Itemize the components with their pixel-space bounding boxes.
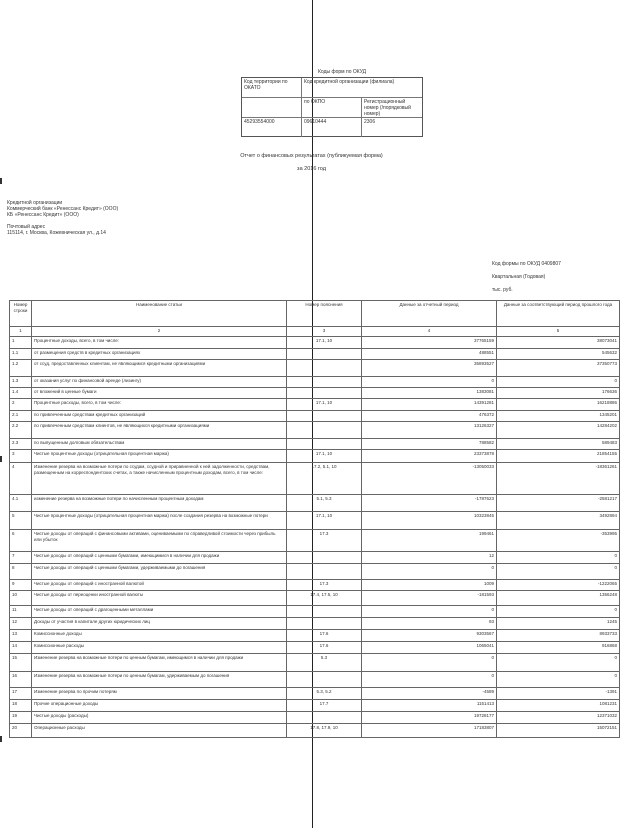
report-title: Отчет о финансовых результатах (публикуемая форма): [240, 153, 383, 159]
row-num-cell: 10: [10, 591, 32, 606]
row-name-cell: Комиссионные расходы: [32, 642, 287, 654]
row-num-cell: 2.1: [10, 411, 32, 422]
row-name-cell: Операционные расходы: [32, 724, 287, 738]
row-note-cell: [287, 377, 362, 388]
row-name-cell: Изменение резерва на возможные потери по ценным бумагам, имеющимся в наличии для продажи: [32, 654, 287, 672]
row-note-cell: 5.1, 5.3: [287, 495, 362, 512]
row-num-cell: 2: [10, 399, 32, 411]
org-address: 115114, г. Москва, Кожевническая ул., д.14: [7, 230, 106, 236]
row-previous-cell: 0: [497, 377, 620, 388]
row-num-cell: 13: [10, 630, 32, 642]
codes-values-row: [242, 118, 422, 137]
row-previous-cell: 3492894: [497, 512, 620, 530]
table-row: [10, 422, 620, 439]
col-header-name: Наименование статьи: [32, 301, 287, 327]
table-row: [10, 688, 620, 700]
row-name-cell: Комиссионные доходы: [32, 630, 287, 642]
col-number: 4: [362, 327, 497, 337]
credit-org-header: Код кредитной организации (филиала): [304, 79, 395, 85]
row-note-cell: 17.7: [287, 700, 362, 712]
table-row: [10, 399, 620, 411]
okpo-header: по ОКПО: [302, 98, 362, 117]
row-current-cell: 35893527: [362, 360, 497, 377]
row-note-cell: 17.3: [287, 580, 362, 591]
row-num-cell: 3: [10, 450, 32, 463]
row-note-cell: [287, 422, 362, 439]
row-previous-cell: 37350773: [497, 360, 620, 377]
row-previous-cell: -18361261: [497, 463, 620, 495]
row-num-cell: 12: [10, 618, 32, 630]
org-name-line2: КБ «Ренессанс Кредит» (ООО): [7, 212, 79, 218]
table-row: [10, 606, 620, 618]
codes-subheader-row: [242, 98, 422, 118]
row-current-cell: 1383081: [362, 388, 497, 399]
row-name-cell: от ссуд, предоставленных клиентам, не являющимся кредитными организациями: [32, 360, 287, 377]
reg-value: 2306: [364, 119, 376, 125]
row-previous-cell: 15072151: [497, 724, 620, 738]
row-name-cell: Чистые процентные доходы (отрицательная процентная маржа): [32, 450, 287, 463]
table-row: [10, 700, 620, 712]
row-num-cell: 14: [10, 642, 32, 654]
row-name-cell: Чистые доходы от операций с ценными бумагами, удерживаемыми до погашения: [32, 564, 287, 580]
row-current-cell: 10323845: [362, 512, 497, 530]
row-previous-cell: 38073041: [497, 337, 620, 349]
row-note-cell: [287, 360, 362, 377]
row-name-cell: Изменение резерва по прочим потерям: [32, 688, 287, 700]
row-num-cell: 11: [10, 606, 32, 618]
row-note-cell: 17.3: [287, 530, 362, 552]
row-previous-cell: 0: [497, 672, 620, 688]
table-header-numbers-row: [10, 327, 620, 337]
row-note-cell: 17.8, 17.9, 10: [287, 724, 362, 738]
row-current-cell: 0: [362, 606, 497, 618]
row-current-cell: 12: [362, 552, 497, 564]
table-row: [10, 654, 620, 672]
form-code: Код формы по ОКУД 0409807: [492, 261, 561, 267]
codes-table: [241, 77, 423, 137]
financial-results-table: [9, 300, 620, 738]
row-note-cell: [287, 618, 362, 630]
table-row: [10, 630, 620, 642]
col-header-previous: Данные за соответствующий период прошлого года: [497, 301, 620, 327]
row-previous-cell: 589483: [497, 439, 620, 450]
table-row: [10, 564, 620, 580]
row-current-cell: 0: [362, 564, 497, 580]
row-previous-cell: -1391: [497, 688, 620, 700]
row-note-cell: [287, 552, 362, 564]
row-current-cell: 476372: [362, 411, 497, 422]
table-row: [10, 349, 620, 360]
margin-mark: [0, 736, 2, 742]
table-body: [10, 337, 620, 738]
row-current-cell: -181593: [362, 591, 497, 606]
table-header-row: [10, 301, 620, 327]
row-name-cell: по привлеченным средствам клиентов, не являющихся кредитными организациями: [32, 422, 287, 439]
row-previous-cell: 0: [497, 564, 620, 580]
row-current-cell: 14391281: [362, 399, 497, 411]
row-previous-cell: 12371032: [497, 712, 620, 724]
table-row: [10, 377, 620, 388]
row-name-cell: Чистые доходы от операций с иностранной валютой: [32, 580, 287, 591]
col-header-num: Номер строки: [10, 301, 32, 327]
row-previous-cell: 545632: [497, 349, 620, 360]
row-name-cell: Чистые доходы от операций с ценными бумагами, имеющимися в наличии для продажи: [32, 552, 287, 564]
reg-header: Регистрационный номер (/порядковый номер): [364, 99, 411, 117]
row-current-cell: 19728177: [362, 712, 497, 724]
row-current-cell: 0: [362, 377, 497, 388]
row-note-cell: [287, 672, 362, 688]
row-previous-cell: 176636: [497, 388, 620, 399]
row-current-cell: 1151413: [362, 700, 497, 712]
row-previous-cell: 0: [497, 654, 620, 672]
table-row: [10, 591, 620, 606]
codes-header-row: [242, 78, 422, 98]
row-name-cell: от размещения средств в кредитных организациях: [32, 349, 287, 360]
row-num-cell: 7: [10, 552, 32, 564]
okato-value: 45293554000: [242, 118, 302, 137]
row-note-cell: 17.1, 10: [287, 450, 362, 463]
row-num-cell: 17: [10, 688, 32, 700]
row-num-cell: 2.2: [10, 422, 32, 439]
row-name-cell: Чистые процентные доходы (отрицательная процентная маржа) после создания резерва на возможные потери: [32, 512, 287, 530]
row-num-cell: 1.3: [10, 377, 32, 388]
row-num-cell: 1: [10, 337, 32, 349]
row-previous-cell: -2581217: [497, 495, 620, 512]
row-previous-cell: 916868: [497, 642, 620, 654]
row-note-cell: [287, 439, 362, 450]
col-header-current: Данные за отчетный период: [362, 301, 497, 327]
okato-header: Код территории по ОКАТО: [242, 78, 302, 97]
row-current-cell: -1787623: [362, 495, 497, 512]
row-num-cell: 18: [10, 700, 32, 712]
okato-blank: [242, 98, 302, 117]
row-name-cell: от оказания услуг по финансовой аренде (лизингу): [32, 377, 287, 388]
row-note-cell: [287, 606, 362, 618]
report-date: за 2016 год: [297, 166, 326, 172]
table-row: [10, 439, 620, 450]
col-number: 5: [497, 327, 620, 337]
form-units: тыс. руб.: [492, 287, 513, 293]
row-name-cell: Чистые доходы от операций с финансовыми активами, оцениваемыми по справедливой стоимости через прибыль или убыток: [32, 530, 287, 552]
row-num-cell: 6: [10, 530, 32, 552]
col-header-note: Номер пояснения: [287, 301, 362, 327]
row-name-cell: по привлеченным средствам кредитных организаций: [32, 411, 287, 422]
row-name-cell: Прочие операционные доходы: [32, 700, 287, 712]
row-num-cell: 4.1: [10, 495, 32, 512]
row-name-cell: Чистые доходы (расходы): [32, 712, 287, 724]
row-name-cell: Изменение резерва на возможные потери по ценным бумагам, удерживаемым до погашения: [32, 672, 287, 688]
col-number: 1: [10, 327, 32, 337]
table-row: [10, 724, 620, 738]
row-current-cell: -13050033: [362, 463, 497, 495]
row-current-cell: 17183807: [362, 724, 497, 738]
row-note-cell: [287, 564, 362, 580]
row-previous-cell: 21854155: [497, 450, 620, 463]
row-current-cell: -4589: [362, 688, 497, 700]
org-name-line1: Коммерческий банк «Ренессанс Кредит» (ООО): [7, 206, 119, 212]
row-current-cell: 9303567: [362, 630, 497, 642]
table-row: [10, 712, 620, 724]
organization-block: [7, 200, 118, 236]
col-number: 2: [32, 327, 287, 337]
row-current-cell: 488551: [362, 349, 497, 360]
row-current-cell: 199461: [362, 530, 497, 552]
row-current-cell: 37765159: [362, 337, 497, 349]
row-num-cell: 4: [10, 463, 32, 495]
row-note-cell: [287, 349, 362, 360]
row-current-cell: 788582: [362, 439, 497, 450]
table-row: [10, 411, 620, 422]
row-note-cell: 17.1, 10: [287, 337, 362, 349]
margin-mark: [0, 456, 2, 462]
table-row: [10, 580, 620, 591]
row-name-cell: Изменение резерва на возможные потери по ссудам, ссудной и приравненной к ней задолженности, средствам, размещенным на корреспондентских счетах, а также начисленным процентным доходам, всего, в том числе:: [32, 463, 287, 495]
table-row: [10, 463, 620, 495]
table-row: [10, 530, 620, 552]
form-periodicity: Квартальная (Годовая): [492, 274, 546, 280]
row-previous-cell: -1222065: [497, 580, 620, 591]
row-current-cell: 23373878: [362, 450, 497, 463]
row-num-cell: 1.2: [10, 360, 32, 377]
row-previous-cell: 1081231: [497, 700, 620, 712]
row-name-cell: по выпущенным долговым обязательствам: [32, 439, 287, 450]
row-name-cell: Процентные расходы, всего, в том числе:: [32, 399, 287, 411]
form-info-block: [492, 258, 561, 297]
row-previous-cell: 1345201: [497, 411, 620, 422]
table-row: [10, 512, 620, 530]
row-note-cell: 5.3, 5.2: [287, 688, 362, 700]
row-note-cell: [287, 411, 362, 422]
table-row: [10, 450, 620, 463]
table-row: [10, 360, 620, 377]
row-note-cell: 17.1, 10: [287, 512, 362, 530]
row-name-cell: Чистые доходы от операций с драгоценными металлами: [32, 606, 287, 618]
table-row: [10, 337, 620, 349]
row-current-cell: 93: [362, 618, 497, 630]
margin-mark: [0, 178, 2, 184]
table-row: [10, 552, 620, 564]
row-note-cell: [287, 712, 362, 724]
row-previous-cell: 1356248: [497, 591, 620, 606]
row-note-cell: 5.3: [287, 654, 362, 672]
table-row: [10, 388, 620, 399]
row-num-cell: 2.3: [10, 439, 32, 450]
okpo-value: 09610444: [302, 118, 362, 137]
row-num-cell: 1.4: [10, 388, 32, 399]
row-num-cell: 16: [10, 672, 32, 688]
row-name-cell: изменение резерва на возможные потери по начисленным процентным доходам: [32, 495, 287, 512]
row-previous-cell: 14284202: [497, 422, 620, 439]
row-previous-cell: -353995: [497, 530, 620, 552]
row-note-cell: 17.6: [287, 642, 362, 654]
row-previous-cell: 0: [497, 606, 620, 618]
org-name-label: Кредитной организации: [7, 200, 63, 206]
row-num-cell: 1.1: [10, 349, 32, 360]
row-previous-cell: 16218886: [497, 399, 620, 411]
codes-block-title: Коды форм по ОКУД: [318, 69, 367, 75]
row-note-cell: 17.2, 5.1, 10: [287, 463, 362, 495]
row-previous-cell: 1245: [497, 618, 620, 630]
table-row: [10, 672, 620, 688]
row-num-cell: 8: [10, 564, 32, 580]
row-current-cell: 1009: [362, 580, 497, 591]
row-note-cell: 17.1, 10: [287, 399, 362, 411]
row-current-cell: 0: [362, 654, 497, 672]
row-name-cell: Чистые доходы от переоценки иностранной валюты: [32, 591, 287, 606]
row-previous-cell: 8933733: [497, 630, 620, 642]
table-row: [10, 495, 620, 512]
row-num-cell: 19: [10, 712, 32, 724]
row-name-cell: от вложений в ценные бумаги: [32, 388, 287, 399]
row-num-cell: 15: [10, 654, 32, 672]
row-note-cell: 17.4, 17.5, 10: [287, 591, 362, 606]
row-current-cell: 1065041: [362, 642, 497, 654]
row-current-cell: 13126327: [362, 422, 497, 439]
row-note-cell: 17.6: [287, 630, 362, 642]
table-row: [10, 642, 620, 654]
row-num-cell: 5: [10, 512, 32, 530]
row-num-cell: 9: [10, 580, 32, 591]
table-row: [10, 618, 620, 630]
row-note-cell: [287, 388, 362, 399]
org-address-label: Почтовый адрес: [7, 224, 46, 230]
row-name-cell: Процентные доходы, всего, в том числе:: [32, 337, 287, 349]
row-num-cell: 20: [10, 724, 32, 738]
row-current-cell: 0: [362, 672, 497, 688]
row-previous-cell: 0: [497, 552, 620, 564]
row-name-cell: Доходы от участия в капитале других юридических лиц: [32, 618, 287, 630]
col-number: 3: [287, 327, 362, 337]
